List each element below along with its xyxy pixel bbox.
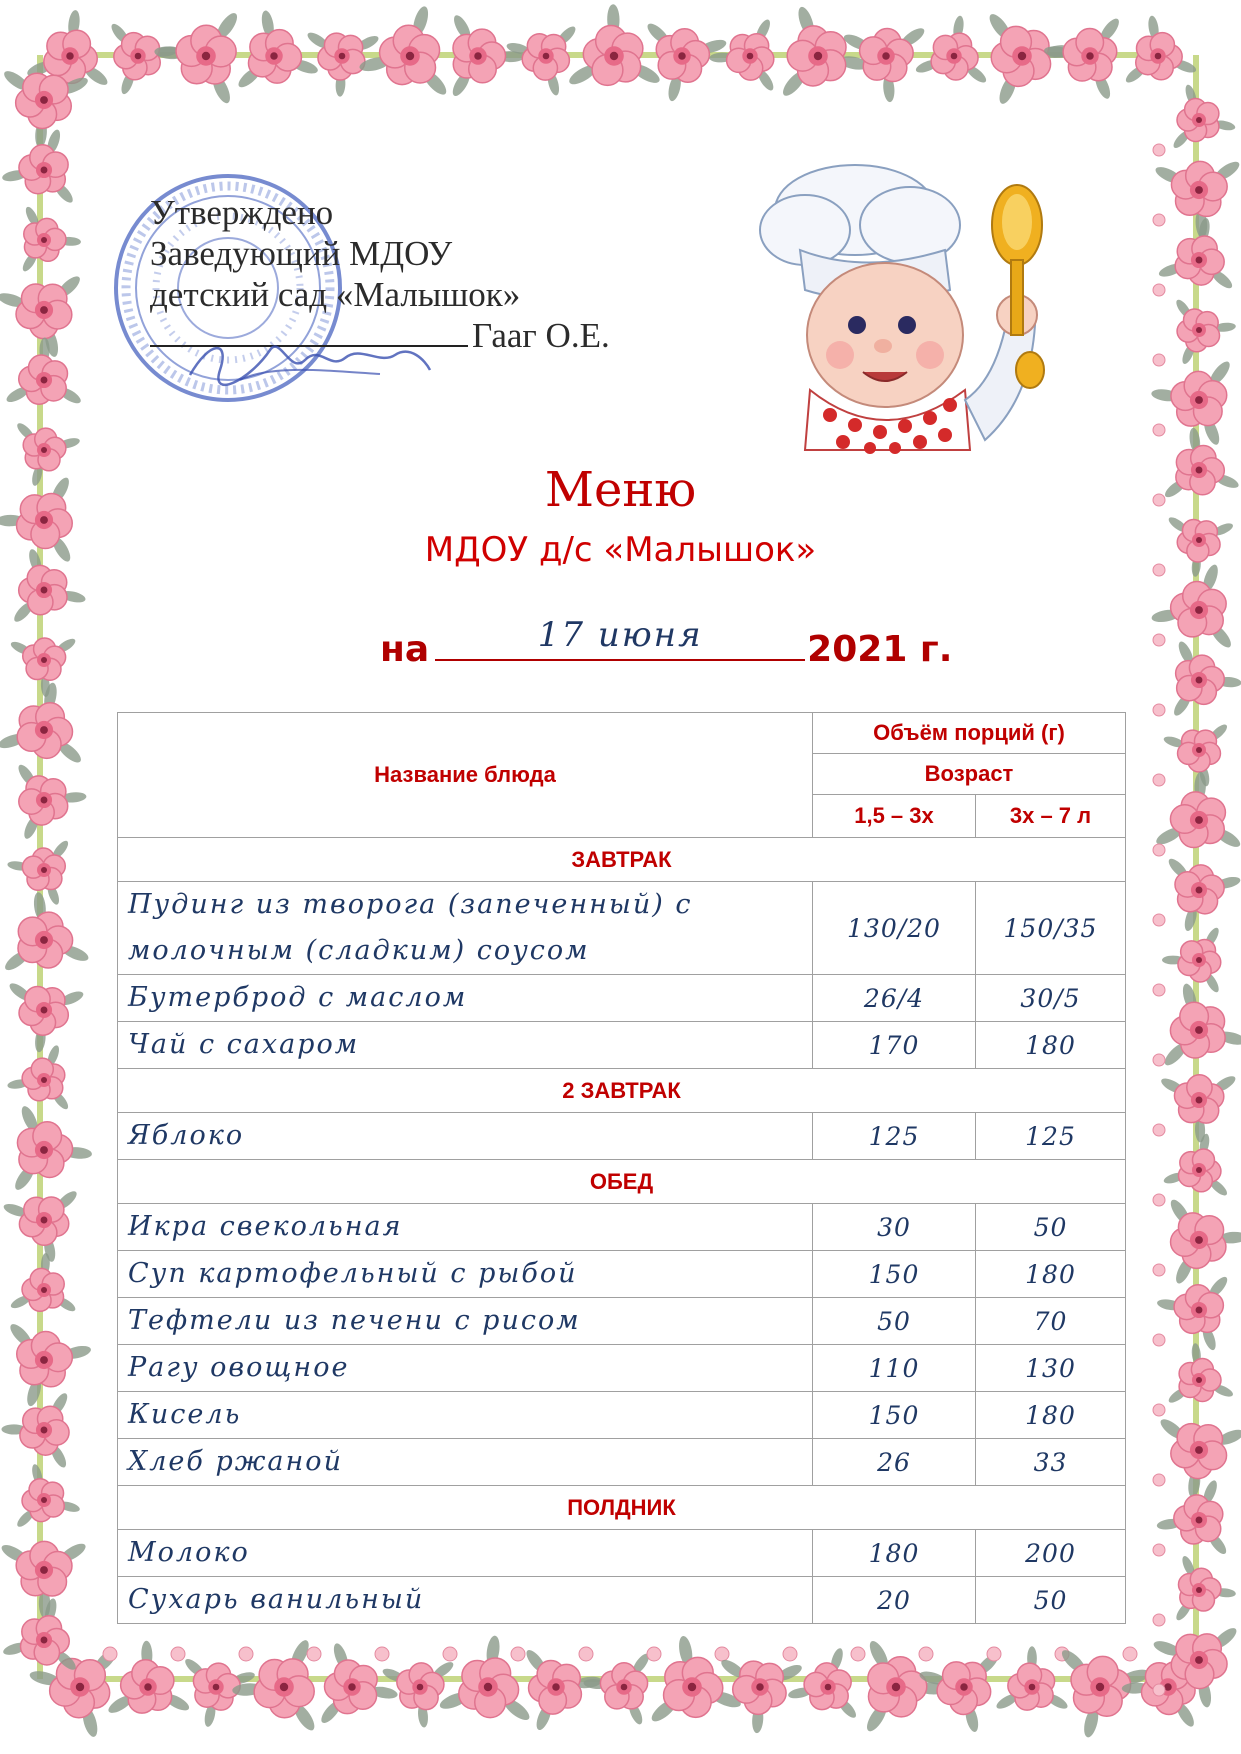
section-header: ПОЛДНИК bbox=[118, 1486, 1126, 1530]
portion-age-2: 200 bbox=[976, 1530, 1126, 1577]
approval-line-2: Заведующий МДОУ bbox=[150, 234, 453, 273]
dish-name: Чай с сахаром bbox=[118, 1022, 813, 1069]
date-prefix: на bbox=[380, 629, 430, 670]
chef-illustration bbox=[745, 150, 1090, 465]
title-menu: Меню bbox=[544, 462, 697, 518]
approval-line-1: Утверждено bbox=[150, 193, 334, 232]
header-age-1: 1,5 – 3х bbox=[813, 795, 976, 838]
signature bbox=[180, 330, 440, 390]
header-age: Возраст bbox=[813, 754, 1126, 795]
dish-name: Бутерброд с маслом bbox=[118, 975, 813, 1022]
portion-age-2: 125 bbox=[976, 1113, 1126, 1160]
portion-age-1: 170 bbox=[813, 1022, 976, 1069]
dish-name: Икра свекольная bbox=[118, 1204, 813, 1251]
table-row bbox=[118, 1577, 1126, 1624]
portion-age-2: 150/35 bbox=[976, 882, 1126, 975]
header-dish-name: Название блюда bbox=[118, 713, 813, 838]
dish-name: Тефтели из печени с рисом bbox=[118, 1298, 813, 1345]
dish-name: Кисель bbox=[118, 1392, 813, 1439]
portion-age-1: 150 bbox=[813, 1392, 976, 1439]
date-handwritten: 17 июня bbox=[537, 615, 703, 655]
table-row bbox=[118, 1204, 1126, 1251]
portion-age-1: 180 bbox=[813, 1530, 976, 1577]
portion-age-1: 20 bbox=[813, 1577, 976, 1624]
table-row bbox=[118, 1022, 1126, 1069]
portion-age-1: 110 bbox=[813, 1345, 976, 1392]
menu-body bbox=[118, 838, 1126, 1624]
portion-age-2: 180 bbox=[976, 1022, 1126, 1069]
section-header: ЗАВТРАК bbox=[118, 838, 1126, 882]
portion-age-1: 150 bbox=[813, 1251, 976, 1298]
portion-age-2: 70 bbox=[976, 1298, 1126, 1345]
table-row bbox=[118, 1439, 1126, 1486]
dish-name: Молоко bbox=[118, 1530, 813, 1577]
header-age-2: 3х – 7 л bbox=[976, 795, 1126, 838]
portion-age-1: 26 bbox=[813, 1439, 976, 1486]
date-blank bbox=[435, 615, 805, 661]
portion-age-1: 130/20 bbox=[813, 882, 976, 975]
portion-age-2: 180 bbox=[976, 1392, 1126, 1439]
section-header: ОБЕД bbox=[118, 1160, 1126, 1204]
portion-age-1: 26/4 bbox=[813, 975, 976, 1022]
approval-signer: Гааг О.Е. bbox=[472, 316, 610, 355]
portion-age-1: 50 bbox=[813, 1298, 976, 1345]
title-organization: МДОУ д/с «Малышок» bbox=[424, 530, 817, 570]
portion-age-2: 33 bbox=[976, 1439, 1126, 1486]
table-row bbox=[118, 1530, 1126, 1577]
table-row bbox=[118, 1251, 1126, 1298]
dish-name: Яблоко bbox=[118, 1113, 813, 1160]
table-row bbox=[118, 1392, 1126, 1439]
dish-name: Суп картофельный с рыбой bbox=[118, 1251, 813, 1298]
date-suffix: 2021 г. bbox=[807, 629, 953, 670]
portion-age-2: 50 bbox=[976, 1204, 1126, 1251]
date-line bbox=[380, 615, 953, 670]
portion-age-2: 30/5 bbox=[976, 975, 1126, 1022]
menu-table bbox=[117, 712, 1126, 1624]
table-row bbox=[118, 1298, 1126, 1345]
table-row bbox=[118, 1113, 1126, 1160]
section-header: 2 ЗАВТРАК bbox=[118, 1069, 1126, 1113]
portion-age-1: 125 bbox=[813, 1113, 976, 1160]
portion-age-1: 30 bbox=[813, 1204, 976, 1251]
portion-age-2: 50 bbox=[976, 1577, 1126, 1624]
table-row bbox=[118, 882, 1126, 975]
portion-age-2: 180 bbox=[976, 1251, 1126, 1298]
header-portion: Объём порций (г) bbox=[813, 713, 1126, 754]
dish-name: Пудинг из творога (запеченный) с молочным (сладким) соусом bbox=[118, 882, 813, 975]
portion-age-2: 130 bbox=[976, 1345, 1126, 1392]
table-row bbox=[118, 1345, 1126, 1392]
approval-line-3: детский сад «Малышок» bbox=[150, 275, 521, 314]
dish-name: Рагу овощное bbox=[118, 1345, 813, 1392]
table-row bbox=[118, 975, 1126, 1022]
dish-name: Хлеб ржаной bbox=[118, 1439, 813, 1486]
dish-name: Сухарь ванильный bbox=[118, 1577, 813, 1624]
